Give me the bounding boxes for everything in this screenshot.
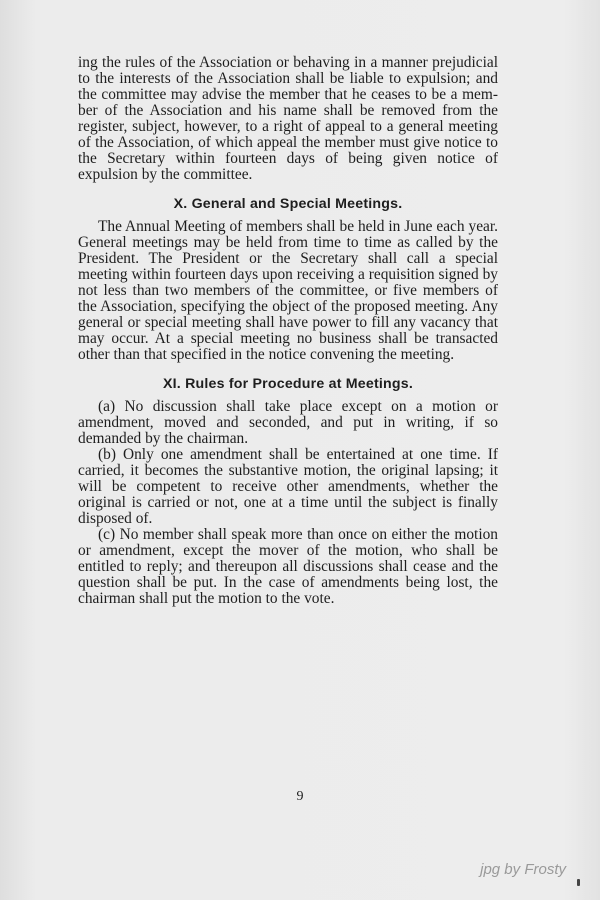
section-xi-heading: XI. Rules for Procedure at Meetings.	[162, 376, 414, 392]
continuation-paragraph: ing the rules of the Association or behaving in a manner prejudicial to the interests of the Association shall be liable to expulsion; and the committee may advise the member that he ceases to be a member of the Association and his name shall be removed from the register, subject, however, to a right of appeal to a general meeting of the Association, of which appeal the member must give notice to the Secretary within fourteen days of being given notice of expulsion by the committee.	[78, 54, 498, 183]
section-x-heading: X. General and Special Meetings.	[173, 196, 403, 212]
page-body	[78, 55, 498, 607]
scan-credit: jpg by Frosty	[480, 861, 566, 878]
ink-speck	[577, 879, 580, 886]
page-number: 9	[296, 789, 304, 804]
rule-c-paragraph: (c) No member shall speak more than once on either the motion or amendment, except the mover of the motion, who shall be entitled to reply; and thereupon all discussions shall cease and the question shall be put. In the case of amendments being lost, the chairman shall put the motion to the vote.	[78, 526, 498, 607]
rule-a-paragraph: (a) No discussion shall take place except on a motion or amendment, moved and seconded, and put in writing, if so demanded by the chairman.	[78, 398, 498, 447]
section-x-paragraph: The Annual Meeting of members shall be held in June each year. General meetings may be held from time to time as called by the President. The President or the Secretary shall call a special meeting within fourteen days upon receiving a requisition signed by not less than two members of the committee, or five members of the Association, specifying the object of the proposed meeting. Any general or special meeting shall have power to fill any vacancy that may occur. At a special meeting no business shall be transacted other than that specified in the notice convening the meeting.	[78, 218, 498, 363]
rule-b-paragraph: (b) Only one amendment shall be entertained at one time. If carried, it becomes the substantive motion, the original lapsing; it will be competent to receive other amendments, whether the original is carried or not, one at a time until the subject is finally disposed of.	[78, 446, 498, 527]
